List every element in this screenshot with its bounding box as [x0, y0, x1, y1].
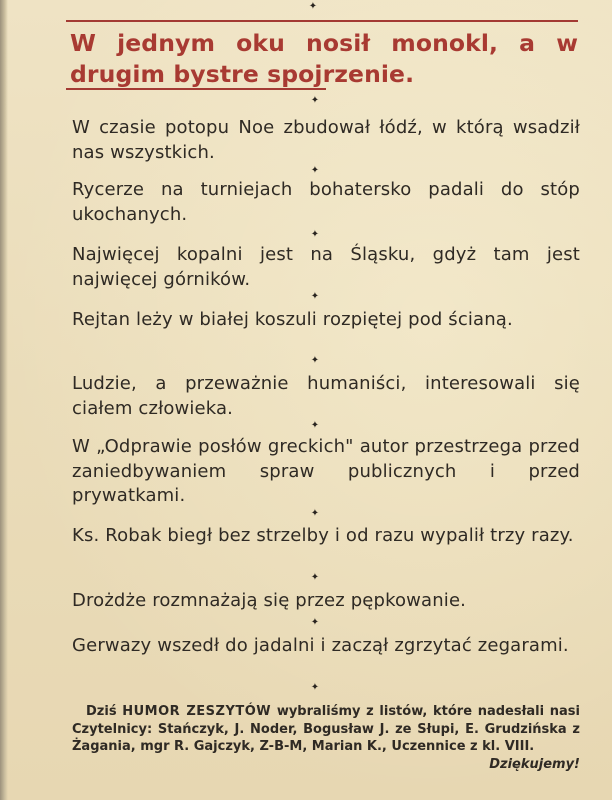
- humor-entry: Najwięcej kopalni jest na Śląsku, gdyż tam jest najwięcej górników.: [72, 244, 580, 290]
- humor-entry: W „Odprawie posłów greckich" autor przestrzega przed zaniedbywaniem spraw publicznych i przed prywatkami.: [72, 436, 580, 506]
- separator-star: ✦: [310, 682, 320, 693]
- humor-entry: Gerwazy wszedł do jadalni i zaczął zgrzytać zegarami.: [72, 635, 569, 656]
- humor-entry: W czasie potopu Noe zbudował łódź, w którą wsadził nas wszystkich.: [72, 117, 580, 163]
- separator-star: ✦: [310, 165, 320, 176]
- headline-box: [66, 14, 578, 90]
- page-edge: [0, 0, 8, 800]
- footer-credits: wybraliśmy z listów, które nadesłali nasi Czytelnicy: Stańczyk, J. Noder, Bogusław J. ze Słupi, E. Grudzińska z Żagania, mgr R. Gajczyk, Z-B-M, Marian K., Uczennice z kl. VIII.: [72, 704, 580, 754]
- headline-rule-top: [66, 20, 578, 22]
- separator-star: ✦: [310, 291, 320, 302]
- credits-footer: [72, 703, 580, 773]
- humor-entry: Rejtan leży w białej koszuli rozpiętej pod ścianą.: [72, 309, 513, 330]
- separator-star: ✦: [310, 572, 320, 583]
- humor-entry: Rycerze na turniejach bohatersko padali do stóp ukochanych.: [72, 179, 580, 225]
- humor-entry: Ludzie, a przeważnie humaniści, interesowali się ciałem człowieka.: [72, 373, 580, 419]
- headline: W jednym oku nosił monokl, a w drugim bystre spojrzenie.: [70, 29, 578, 88]
- separator-star: ✦: [310, 95, 320, 106]
- column-name: HUMOR ZESZYTÓW: [122, 704, 272, 719]
- footer-prefix: Dziś: [86, 704, 117, 719]
- separator-star: ✦: [310, 229, 320, 240]
- separator-star: ✦: [308, 1, 318, 12]
- headline-rule-bottom: [66, 88, 326, 90]
- separator-star: ✦: [310, 617, 320, 628]
- humor-entry: Drożdże rozmnażają się przez pępkowanie.: [72, 590, 467, 611]
- humor-entry: Ks. Robak biegł bez strzelby i od razu wypalił trzy razy.: [72, 525, 574, 546]
- separator-star: ✦: [310, 508, 320, 519]
- separator-star: ✦: [310, 420, 320, 431]
- thanks-note: Dziękujemy!: [489, 756, 580, 772]
- separator-star: ✦: [310, 355, 320, 366]
